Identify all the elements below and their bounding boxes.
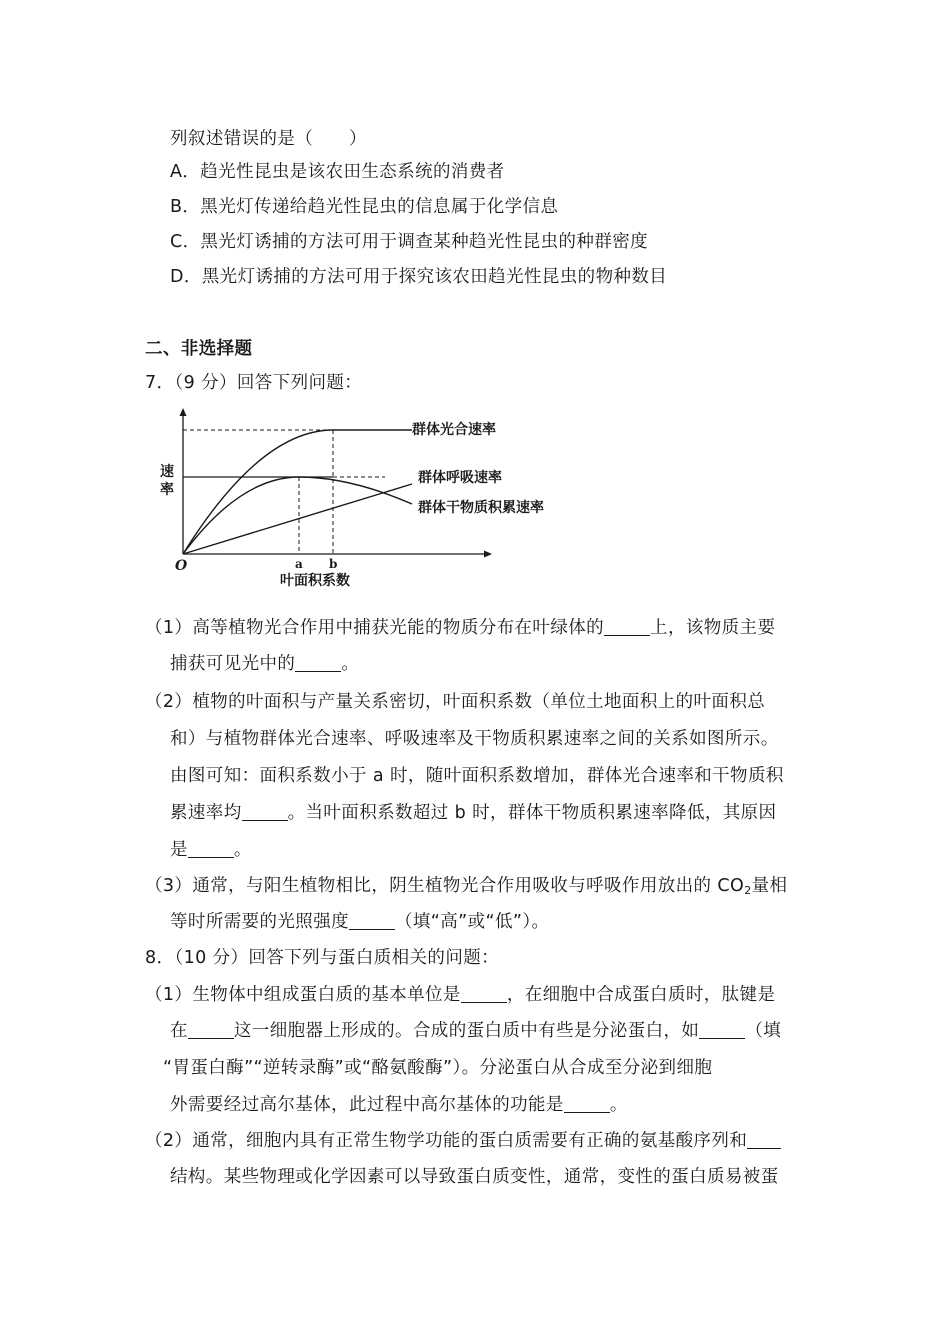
q7-p3-line2: 等时所需要的光照强度 （填“高”或“低”）。 (170, 912, 550, 932)
blank (349, 911, 395, 930)
photosynthesis-curve (183, 430, 412, 554)
q6-stem-end: 列叙述错误的是（ ） (170, 129, 367, 149)
blank (747, 1130, 781, 1149)
q6-option-a: A．趋光性昆虫是该农田生态系统的消费者 (170, 162, 505, 182)
q7-p1-line2: 捕获可见光中的 。 (170, 654, 360, 674)
blank (461, 984, 507, 1003)
q8-header: 8．（10 分）回答下列与蛋白质相关的问题： (145, 948, 500, 968)
q7-p1-line1: （1）高等植物光合作用中捕获光能的物质分布在叶绿体的 上，该物质主要 (145, 618, 776, 638)
q7-p2-line4: 累速率均 。当叶面积系数超过 b 时，群体干物质积累速率降低，其原因 (170, 803, 777, 823)
y-axis-label-1: 速 (160, 464, 174, 480)
q8-p1-line4: 外需要经过高尔基体，此过程中高尔基体的功能是 。 (170, 1095, 628, 1115)
q7-p2-line5: 是 。 (170, 840, 252, 860)
respiration-curve (183, 484, 412, 554)
blank (604, 617, 650, 636)
blank (295, 653, 341, 672)
q8-p1-line3: “胃蛋白酶”“逆转录酶”或“酪氨酸酶”）。分泌蛋白从合成至分泌到细胞 (163, 1058, 713, 1078)
q8-p1-line1: （1）生物体中组成蛋白质的基本单位是 ，在细胞中合成蛋白质时，肽键是 (145, 985, 776, 1005)
blank (564, 1094, 610, 1113)
x-axis-label: 叶面积系数 (280, 573, 350, 589)
rate-vs-leaf-area-chart (140, 402, 580, 594)
q8-p2-line1: （2）通常，细胞内具有正常生物学功能的蛋白质需要有正确的氨基酸序列和 (145, 1129, 781, 1153)
tick-a: a (295, 557, 303, 571)
q7-header: 7．（9 分）回答下列问题： (145, 373, 363, 393)
q6-option-b: B．黑光灯传递给趋光性昆虫的信息属于化学信息 (170, 197, 559, 217)
q6-option-d: D．黑光灯诱捕的方法可用于探究该农田趋光性昆虫的物种数目 (170, 267, 668, 287)
x-axis-arrow (484, 551, 492, 558)
blank (188, 1020, 234, 1039)
label-dry-matter: 群体干物质积累速率 (418, 500, 544, 516)
blank (242, 802, 288, 821)
blank (699, 1020, 745, 1039)
blank (188, 839, 234, 858)
y-axis-label-2: 率 (160, 482, 174, 498)
origin-label: O (175, 558, 188, 574)
q7-p2-line2: 和）与植物群体光合速率、呼吸速率及干物质积累速率之间的关系如图所示。 (170, 729, 779, 749)
dry-matter-curve (183, 477, 412, 554)
q6-option-c: C．黑光灯诱捕的方法可用于调查某种趋光性昆虫的种群密度 (170, 232, 649, 252)
q7-p2-line3: 由图可知：面积系数小于 a 时，随叶面积系数增加，群体光合速率和干物质积 (170, 766, 784, 786)
tick-b: b (329, 557, 338, 571)
label-respiration: 群体呼吸速率 (418, 470, 502, 486)
y-axis-arrow (180, 408, 187, 416)
q7-p2-line1: （2）植物的叶面积与产量关系密切，叶面积系数（单位土地面积上的叶面积总 (145, 692, 766, 712)
q8-p1-line2: 在 这一细胞器上形成的。合成的蛋白质中有些是分泌蛋白，如 （填 (170, 1021, 782, 1041)
q8-p2-line2: 结构。某些物理或化学因素可以导致蛋白质变性，通常，变性的蛋白质易被蛋 (170, 1167, 779, 1187)
label-photosynthesis: 群体光合速率 (412, 422, 496, 438)
q7-p3-line1: （3）通常，与阳生植物相比，阴生植物光合作用吸收与呼吸作用放出的 $CO_2$量相 (145, 876, 788, 897)
section-title: 二、非选择题 (145, 339, 253, 359)
